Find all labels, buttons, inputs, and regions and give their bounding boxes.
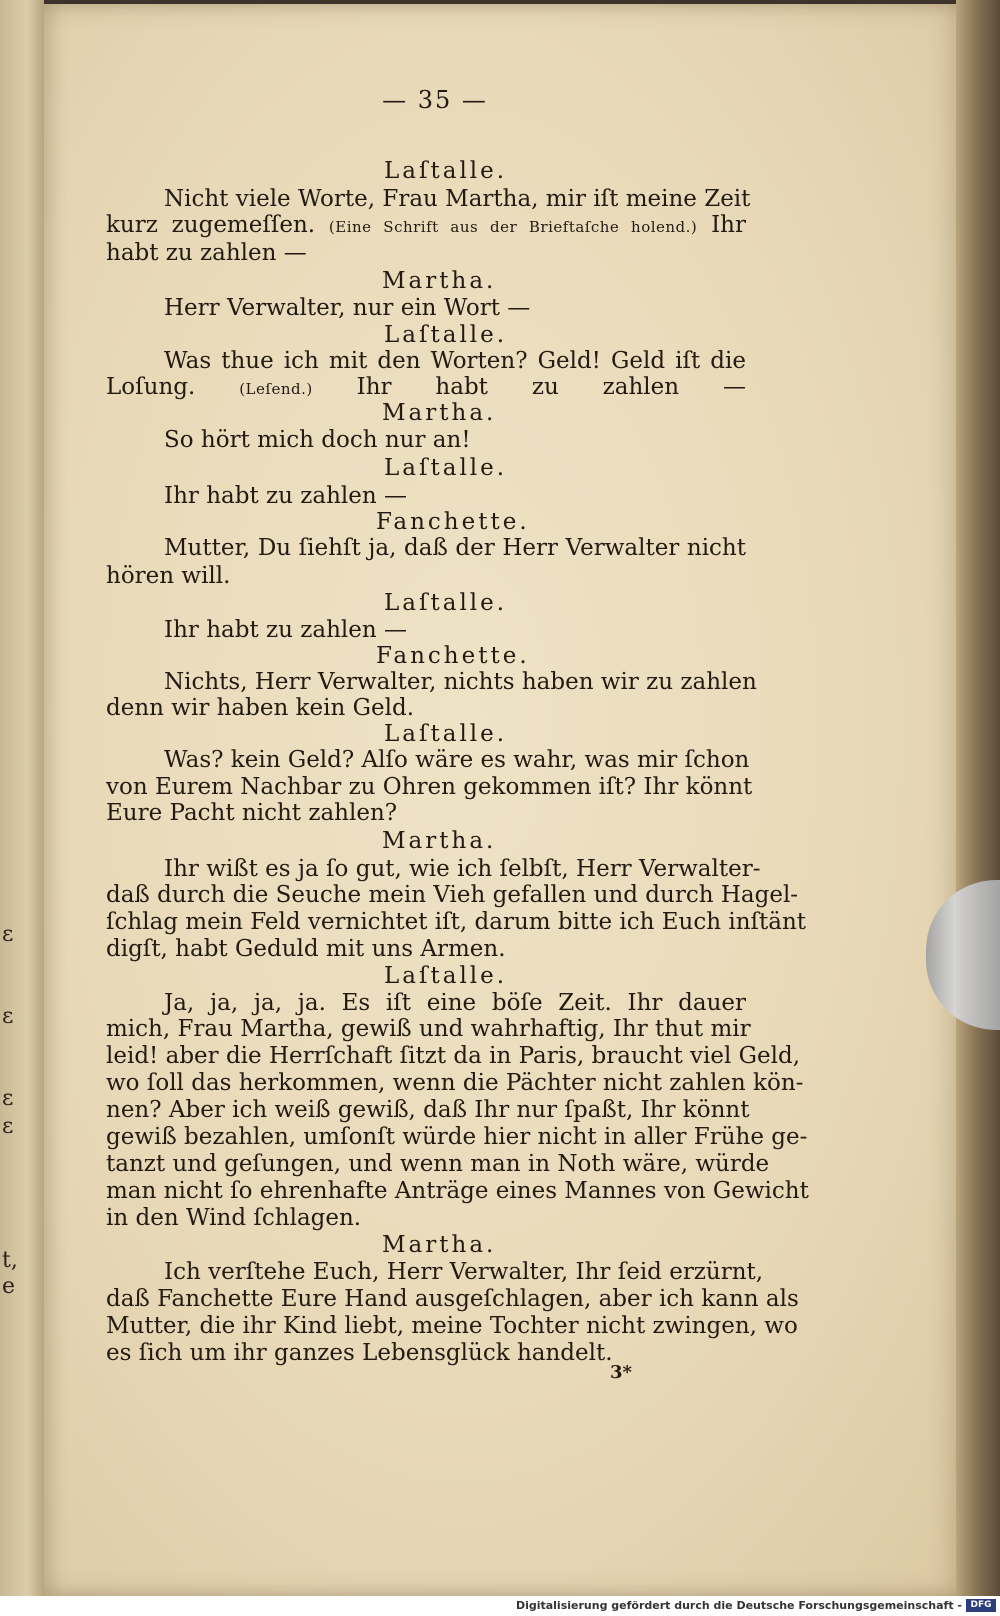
margin-mark: ɛ bbox=[2, 1114, 14, 1139]
text-line: Mutter, die ihr Kind liebt, meine Tochter nicht zwingen, wo bbox=[106, 1313, 798, 1339]
text-line: von Eurem Nachbar zu Ohren gekommen iſt? Ihr könnt bbox=[106, 774, 753, 800]
margin-mark: ɛ bbox=[2, 1004, 14, 1029]
text-line: Nicht viele Worte, Frau Martha, mir iſt meine Zeit bbox=[164, 186, 751, 212]
speaker-name: Fanchette. bbox=[376, 509, 530, 535]
page-number: — 35 — bbox=[382, 86, 488, 114]
text-line: Ich verſtehe Euch, Herr Verwalter, Ihr ſeid erzürnt, bbox=[164, 1259, 764, 1285]
text-line: gewiß bezahlen, umſonſt würde hier nicht in aller Frühe ge- bbox=[106, 1124, 808, 1150]
text-line: es ſich um ihr ganzes Lebensglück handelt. bbox=[106, 1340, 613, 1366]
line-text-after: Ihr bbox=[697, 212, 746, 238]
text-line: Ihr wißt es ja ſo gut, wie ich ſelbſt, Herr Verwalter- bbox=[164, 856, 761, 882]
text-line: wo ſoll das herkommen, wenn die Pächter nicht zahlen kön- bbox=[106, 1070, 804, 1096]
text-line-with-stage-direction bbox=[106, 374, 746, 400]
speaker-name: Martha. bbox=[382, 1232, 497, 1258]
text-line: Herr Verwalter, nur ein Wort — bbox=[164, 295, 531, 321]
speaker-name: Laſtalle. bbox=[384, 721, 508, 747]
text-line: Was? kein Geld? Alſo wäre es wahr, was mir ſchon bbox=[164, 747, 750, 773]
speaker-name: Martha. bbox=[382, 268, 497, 294]
text-line: Nichts, Herr Verwalter, nichts haben wir zu zahlen bbox=[164, 669, 757, 695]
speaker-name: Laſtalle. bbox=[384, 963, 508, 989]
text-line: Mutter, Du ſiehſt ja, daß der Herr Verwalter nicht bbox=[164, 535, 746, 561]
text-line: in den Wind ſchlagen. bbox=[106, 1205, 362, 1231]
margin-mark: e bbox=[2, 1274, 16, 1299]
text-line: Ja, ja, ja, ja. Es iſt eine böſe Zeit. Ihr dauer bbox=[164, 990, 746, 1016]
text-line: ſchlag mein Feld vernichtet iſt, darum bitte ich Euch inſtänt bbox=[106, 909, 807, 935]
text-line: man nicht ſo ehrenhafte Anträge eines Mannes von Gewicht bbox=[106, 1178, 809, 1204]
text-line: habt zu zahlen — bbox=[106, 240, 307, 266]
line-text-after: Ihr habt zu zahlen — bbox=[312, 374, 746, 400]
speaker-name: Martha. bbox=[382, 828, 497, 854]
text-line: Eure Pacht nicht zahlen? bbox=[106, 800, 398, 826]
speaker-name: Laſtalle. bbox=[384, 590, 508, 616]
text-line: digſt, habt Geduld mit uns Armen. bbox=[106, 936, 506, 962]
text-line: mich, Frau Martha, gewiß und wahrhaftig, Ihr thut mir bbox=[106, 1016, 751, 1042]
text-line: daß durch die Seuche mein Vieh gefallen und durch Hagel- bbox=[106, 882, 799, 908]
text-line: leid! aber die Herrſchaft ſitzt da in Paris, braucht viel Geld, bbox=[106, 1043, 801, 1069]
text-line: hören will. bbox=[106, 563, 231, 589]
text-line: Ihr habt zu zahlen — bbox=[164, 483, 407, 509]
text-line: So hört mich doch nur an! bbox=[164, 427, 471, 453]
stage-direction: (Leſend.) bbox=[239, 380, 313, 398]
line-text-before: Loſung. bbox=[106, 374, 240, 400]
margin-mark: ɛ bbox=[2, 922, 14, 947]
speaker-name: Laſtalle. bbox=[384, 158, 508, 184]
speaker-name: Laſtalle. bbox=[384, 322, 508, 348]
text-line: denn wir haben kein Geld. bbox=[106, 695, 415, 721]
footer-credit: Digitalisierung gefördert durch die Deutsche Forschungsgemeinschaft - bbox=[515, 1599, 962, 1612]
speaker-name: Laſtalle. bbox=[384, 455, 508, 481]
text-line-with-stage-direction bbox=[106, 212, 746, 238]
dfg-logo: DFG bbox=[966, 1599, 996, 1612]
text-line: tanzt und geſungen, und wenn man in Noth wäre, würde bbox=[106, 1151, 770, 1177]
text-line: Was thue ich mit den Worten? Geld! Geld iſt die bbox=[164, 348, 746, 374]
text-line: nen? Aber ich weiß gewiß, daß Ihr nur ſpaßt, Ihr könnt bbox=[106, 1097, 750, 1123]
left-margin-marks bbox=[2, 0, 22, 1600]
printer-signature: 3* bbox=[610, 1362, 632, 1383]
speaker-name: Fanchette. bbox=[376, 643, 530, 669]
margin-mark: ɛ bbox=[2, 1086, 14, 1111]
stage-direction: (Eine Schrift aus der Brieftaſche holend.) bbox=[328, 218, 698, 236]
speaker-name: Martha. bbox=[382, 400, 497, 426]
line-text-before: kurz zugemeſſen. bbox=[106, 212, 329, 238]
margin-mark: t, bbox=[2, 1248, 18, 1273]
book-spine-edge bbox=[956, 0, 1000, 1600]
text-line: daß Fanchette Eure Hand ausgeſchlagen, aber ich kann als bbox=[106, 1286, 799, 1312]
text-line: Ihr habt zu zahlen — bbox=[164, 617, 407, 643]
